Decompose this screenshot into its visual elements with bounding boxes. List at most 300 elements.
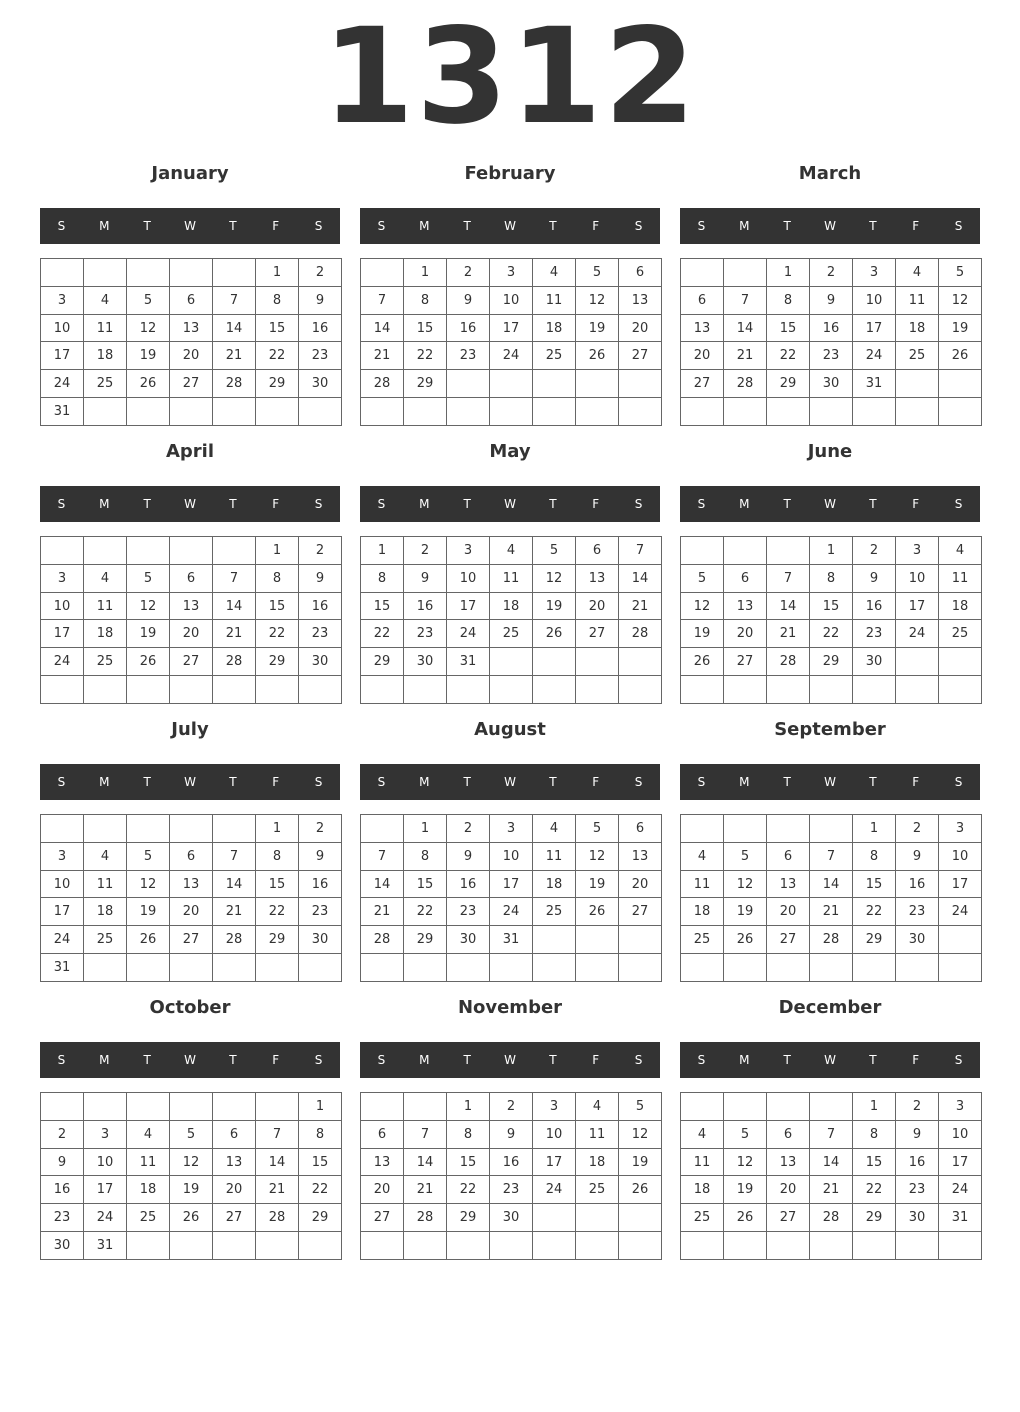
weekday-label: S (57, 775, 66, 789)
week-row (41, 314, 342, 342)
week-row (681, 564, 982, 592)
day-cell: 17 (447, 592, 490, 620)
week-row (681, 1148, 982, 1176)
day-cell: 14 (619, 564, 662, 592)
empty-day-cell (533, 954, 576, 982)
empty-day-cell (299, 676, 342, 704)
empty-day-cell (681, 815, 724, 843)
weekday-label: F (592, 219, 600, 233)
day-cell: 26 (127, 370, 170, 398)
day-cell: 16 (896, 1148, 939, 1176)
day-cell: 8 (447, 1120, 490, 1148)
empty-day-cell (256, 1232, 299, 1260)
empty-day-cell (127, 815, 170, 843)
day-cell: 15 (853, 870, 896, 898)
day-cell: 25 (533, 898, 576, 926)
month-february (360, 156, 660, 426)
day-cell: 13 (213, 1148, 256, 1176)
empty-day-cell (404, 954, 447, 982)
empty-day-cell (896, 1232, 939, 1260)
year-title: 1312 (322, 0, 698, 154)
day-cell: 17 (939, 1148, 982, 1176)
empty-day-cell (939, 926, 982, 954)
day-cell: 9 (299, 564, 342, 592)
day-cell: 10 (41, 314, 84, 342)
day-cell: 22 (853, 898, 896, 926)
empty-day-cell (576, 398, 619, 426)
empty-day-cell (361, 1093, 404, 1121)
day-cell: 31 (41, 398, 84, 426)
day-cell: 23 (810, 342, 853, 370)
week-row (361, 1148, 662, 1176)
empty-day-cell (619, 370, 662, 398)
empty-day-cell (170, 815, 213, 843)
week-row (681, 314, 982, 342)
day-cell: 20 (170, 342, 213, 370)
day-cell: 30 (896, 1204, 939, 1232)
day-cell: 16 (447, 870, 490, 898)
day-cell: 4 (84, 564, 127, 592)
day-cell: 3 (447, 537, 490, 565)
day-cell: 11 (939, 564, 982, 592)
day-cell: 13 (619, 286, 662, 314)
weekday-label: T (143, 1053, 151, 1067)
weekday-label: S (57, 497, 66, 511)
weekday-label: T (463, 497, 471, 511)
day-cell: 27 (767, 926, 810, 954)
day-cell: 29 (767, 370, 810, 398)
day-cell: 8 (256, 286, 299, 314)
day-cell: 8 (853, 842, 896, 870)
empty-day-cell (681, 537, 724, 565)
weekday-header-bar (360, 208, 660, 244)
day-grid (40, 258, 342, 426)
day-cell: 14 (810, 870, 853, 898)
day-cell: 23 (299, 620, 342, 648)
day-cell: 25 (681, 1204, 724, 1232)
day-cell: 11 (127, 1148, 170, 1176)
day-cell: 8 (299, 1120, 342, 1148)
day-cell: 9 (853, 564, 896, 592)
day-cell: 6 (767, 842, 810, 870)
empty-day-cell (447, 1232, 490, 1260)
weekday-label: W (504, 775, 516, 789)
day-cell: 21 (256, 1176, 299, 1204)
weekday-label: W (824, 1053, 836, 1067)
day-cell: 21 (361, 898, 404, 926)
day-cell: 3 (533, 1093, 576, 1121)
empty-day-cell (619, 676, 662, 704)
day-cell: 17 (490, 314, 533, 342)
weekday-label: T (549, 219, 557, 233)
day-cell: 14 (810, 1148, 853, 1176)
weekday-label: F (592, 497, 600, 511)
empty-day-cell (299, 954, 342, 982)
weekday-label: S (314, 219, 323, 233)
day-cell: 24 (41, 648, 84, 676)
day-cell: 7 (213, 286, 256, 314)
week-row (681, 370, 982, 398)
day-cell: 22 (256, 898, 299, 926)
day-cell: 15 (299, 1148, 342, 1176)
week-row (41, 676, 342, 704)
weekday-header-bar (680, 208, 980, 244)
empty-day-cell (299, 398, 342, 426)
day-cell: 8 (256, 564, 299, 592)
empty-day-cell (681, 259, 724, 287)
day-cell: 7 (361, 286, 404, 314)
day-cell: 13 (170, 592, 213, 620)
empty-day-cell (533, 926, 576, 954)
day-cell: 1 (404, 815, 447, 843)
day-cell: 26 (127, 926, 170, 954)
day-cell: 1 (810, 537, 853, 565)
week-row (361, 898, 662, 926)
day-cell: 1 (256, 815, 299, 843)
week-row (361, 842, 662, 870)
day-cell: 18 (84, 620, 127, 648)
day-cell: 4 (533, 259, 576, 287)
month-march (680, 156, 980, 426)
day-cell: 17 (41, 620, 84, 648)
day-cell: 3 (939, 815, 982, 843)
week-row (681, 1176, 982, 1204)
week-row (41, 1204, 342, 1232)
day-grid (40, 1092, 342, 1260)
day-cell: 24 (41, 926, 84, 954)
day-cell: 23 (490, 1176, 533, 1204)
week-row (681, 259, 982, 287)
day-cell: 13 (170, 870, 213, 898)
empty-day-cell (170, 954, 213, 982)
month-october (40, 990, 340, 1260)
day-cell: 29 (447, 1204, 490, 1232)
day-cell: 26 (724, 926, 767, 954)
day-grid (680, 536, 982, 704)
day-cell: 11 (896, 286, 939, 314)
day-cell: 18 (84, 342, 127, 370)
month-name: November (457, 997, 563, 1018)
day-cell: 31 (84, 1232, 127, 1260)
empty-day-cell (84, 815, 127, 843)
empty-day-cell (724, 537, 767, 565)
empty-day-cell (41, 1093, 84, 1121)
weekday-label: F (272, 1053, 280, 1067)
weekday-header-bar (680, 486, 980, 522)
weekday-label: W (184, 497, 196, 511)
week-row (361, 1204, 662, 1232)
day-cell: 22 (767, 342, 810, 370)
month-december (680, 990, 980, 1260)
empty-day-cell (490, 398, 533, 426)
day-cell: 26 (939, 342, 982, 370)
week-row (681, 1204, 982, 1232)
weekday-label: T (549, 1053, 557, 1067)
day-cell: 5 (170, 1120, 213, 1148)
month-name: January (151, 163, 229, 184)
day-cell: 27 (619, 898, 662, 926)
day-cell: 9 (299, 842, 342, 870)
empty-day-cell (213, 537, 256, 565)
day-cell: 9 (447, 286, 490, 314)
empty-day-cell (170, 1232, 213, 1260)
day-cell: 28 (404, 1204, 447, 1232)
weekday-label: F (912, 497, 920, 511)
week-row (41, 648, 342, 676)
day-cell: 18 (681, 1176, 724, 1204)
day-cell: 6 (213, 1120, 256, 1148)
day-cell: 12 (127, 592, 170, 620)
empty-day-cell (619, 648, 662, 676)
day-cell: 20 (170, 620, 213, 648)
month-name: March (798, 163, 862, 184)
day-cell: 28 (810, 926, 853, 954)
month-may (360, 434, 660, 704)
day-cell: 8 (404, 286, 447, 314)
weekday-label: S (954, 1053, 963, 1067)
day-cell: 24 (853, 342, 896, 370)
day-cell: 17 (41, 342, 84, 370)
weekday-label: M (99, 775, 110, 789)
empty-day-cell (896, 648, 939, 676)
empty-day-cell (767, 815, 810, 843)
day-cell: 21 (810, 898, 853, 926)
weekday-label: T (229, 497, 237, 511)
day-cell: 13 (767, 1148, 810, 1176)
empty-day-cell (490, 648, 533, 676)
empty-day-cell (490, 370, 533, 398)
day-cell: 28 (361, 926, 404, 954)
day-cell: 6 (724, 564, 767, 592)
weekday-label: S (634, 775, 643, 789)
day-cell: 11 (681, 1148, 724, 1176)
day-cell: 25 (490, 620, 533, 648)
day-cell: 22 (404, 342, 447, 370)
day-cell: 20 (576, 592, 619, 620)
day-cell: 25 (84, 926, 127, 954)
empty-day-cell (619, 398, 662, 426)
day-cell: 21 (767, 620, 810, 648)
day-cell: 21 (361, 342, 404, 370)
day-cell: 11 (490, 564, 533, 592)
day-cell: 15 (810, 592, 853, 620)
day-cell: 1 (361, 537, 404, 565)
empty-day-cell (213, 1232, 256, 1260)
day-cell: 26 (170, 1204, 213, 1232)
week-row (681, 926, 982, 954)
day-cell: 26 (619, 1176, 662, 1204)
month-august (360, 712, 660, 982)
day-cell: 6 (576, 537, 619, 565)
weekday-label: T (549, 775, 557, 789)
day-cell: 6 (170, 564, 213, 592)
week-row (681, 954, 982, 982)
day-cell: 26 (533, 620, 576, 648)
empty-day-cell (619, 1204, 662, 1232)
weekday-label: T (463, 775, 471, 789)
day-cell: 25 (939, 620, 982, 648)
month-name: October (149, 997, 231, 1018)
week-row (41, 1232, 342, 1260)
empty-day-cell (447, 954, 490, 982)
day-cell: 9 (404, 564, 447, 592)
day-cell: 19 (127, 342, 170, 370)
week-row (361, 870, 662, 898)
day-cell: 10 (533, 1120, 576, 1148)
day-cell: 30 (490, 1204, 533, 1232)
weekday-label: W (184, 1053, 196, 1067)
day-cell: 18 (896, 314, 939, 342)
weekday-label: M (99, 1053, 110, 1067)
empty-day-cell (681, 954, 724, 982)
weekday-label: S (377, 1053, 386, 1067)
month-july (40, 712, 340, 982)
day-cell: 9 (299, 286, 342, 314)
day-cell: 24 (84, 1204, 127, 1232)
week-row (41, 592, 342, 620)
week-row (41, 564, 342, 592)
day-cell: 8 (404, 842, 447, 870)
day-cell: 12 (681, 592, 724, 620)
day-cell: 1 (256, 537, 299, 565)
day-cell: 3 (896, 537, 939, 565)
day-cell: 10 (939, 842, 982, 870)
week-row (41, 1120, 342, 1148)
day-cell: 17 (896, 592, 939, 620)
day-cell: 16 (299, 870, 342, 898)
week-row (41, 842, 342, 870)
week-row (361, 1093, 662, 1121)
day-cell: 2 (490, 1093, 533, 1121)
empty-day-cell (84, 537, 127, 565)
day-cell: 16 (447, 314, 490, 342)
day-cell: 4 (533, 815, 576, 843)
day-cell: 5 (127, 842, 170, 870)
day-cell: 31 (853, 370, 896, 398)
empty-day-cell (41, 815, 84, 843)
empty-day-cell (724, 398, 767, 426)
empty-day-cell (533, 1232, 576, 1260)
weekday-label: T (783, 497, 791, 511)
day-cell: 31 (447, 648, 490, 676)
day-cell: 17 (490, 870, 533, 898)
day-cell: 19 (724, 898, 767, 926)
week-row (41, 342, 342, 370)
day-cell: 19 (127, 898, 170, 926)
empty-day-cell (127, 398, 170, 426)
empty-day-cell (170, 398, 213, 426)
day-cell: 24 (490, 898, 533, 926)
day-cell: 30 (853, 648, 896, 676)
day-cell: 22 (404, 898, 447, 926)
day-cell: 8 (256, 842, 299, 870)
day-cell: 14 (256, 1148, 299, 1176)
day-cell: 20 (724, 620, 767, 648)
day-cell: 30 (299, 648, 342, 676)
weekday-label: F (592, 1053, 600, 1067)
day-cell: 25 (896, 342, 939, 370)
day-cell: 6 (170, 286, 213, 314)
day-cell: 19 (619, 1148, 662, 1176)
weekday-label: M (99, 497, 110, 511)
empty-day-cell (84, 259, 127, 287)
day-cell: 22 (810, 620, 853, 648)
day-cell: 26 (127, 648, 170, 676)
day-cell: 1 (853, 1093, 896, 1121)
day-cell: 14 (724, 314, 767, 342)
day-cell: 4 (127, 1120, 170, 1148)
day-cell: 12 (170, 1148, 213, 1176)
weekday-header-bar (40, 764, 340, 800)
day-cell: 2 (896, 815, 939, 843)
empty-day-cell (724, 676, 767, 704)
day-cell: 29 (256, 370, 299, 398)
day-cell: 16 (299, 314, 342, 342)
day-cell: 20 (619, 314, 662, 342)
empty-day-cell (127, 537, 170, 565)
day-cell: 10 (41, 870, 84, 898)
weekday-label: T (463, 1053, 471, 1067)
day-cell: 12 (724, 1148, 767, 1176)
empty-day-cell (299, 1232, 342, 1260)
empty-day-cell (939, 370, 982, 398)
day-cell: 20 (213, 1176, 256, 1204)
day-cell: 16 (490, 1148, 533, 1176)
day-cell: 5 (724, 842, 767, 870)
day-cell: 11 (681, 870, 724, 898)
empty-day-cell (84, 676, 127, 704)
day-cell: 3 (41, 564, 84, 592)
empty-day-cell (533, 370, 576, 398)
day-cell: 24 (447, 620, 490, 648)
day-cell: 28 (724, 370, 767, 398)
day-cell: 27 (576, 620, 619, 648)
week-row (361, 259, 662, 287)
day-cell: 7 (404, 1120, 447, 1148)
month-name: April (165, 441, 215, 462)
day-cell: 9 (447, 842, 490, 870)
day-cell: 10 (447, 564, 490, 592)
empty-day-cell (213, 1093, 256, 1121)
empty-day-cell (213, 676, 256, 704)
empty-day-cell (939, 648, 982, 676)
empty-day-cell (447, 370, 490, 398)
day-cell: 2 (447, 259, 490, 287)
empty-day-cell (619, 954, 662, 982)
day-cell: 20 (767, 898, 810, 926)
day-cell: 11 (533, 842, 576, 870)
empty-day-cell (127, 259, 170, 287)
day-cell: 18 (939, 592, 982, 620)
day-cell: 6 (619, 815, 662, 843)
weekday-label: S (314, 497, 323, 511)
week-row (41, 1093, 342, 1121)
day-cell: 10 (84, 1148, 127, 1176)
empty-day-cell (127, 954, 170, 982)
day-cell: 23 (299, 342, 342, 370)
week-row (361, 676, 662, 704)
day-cell: 3 (41, 842, 84, 870)
day-cell: 13 (724, 592, 767, 620)
empty-day-cell (84, 1093, 127, 1121)
day-grid (360, 1092, 662, 1260)
day-cell: 28 (213, 926, 256, 954)
weekday-header-bar (680, 1042, 980, 1078)
week-row (361, 342, 662, 370)
empty-day-cell (767, 1232, 810, 1260)
day-cell: 7 (213, 564, 256, 592)
day-cell: 15 (404, 870, 447, 898)
